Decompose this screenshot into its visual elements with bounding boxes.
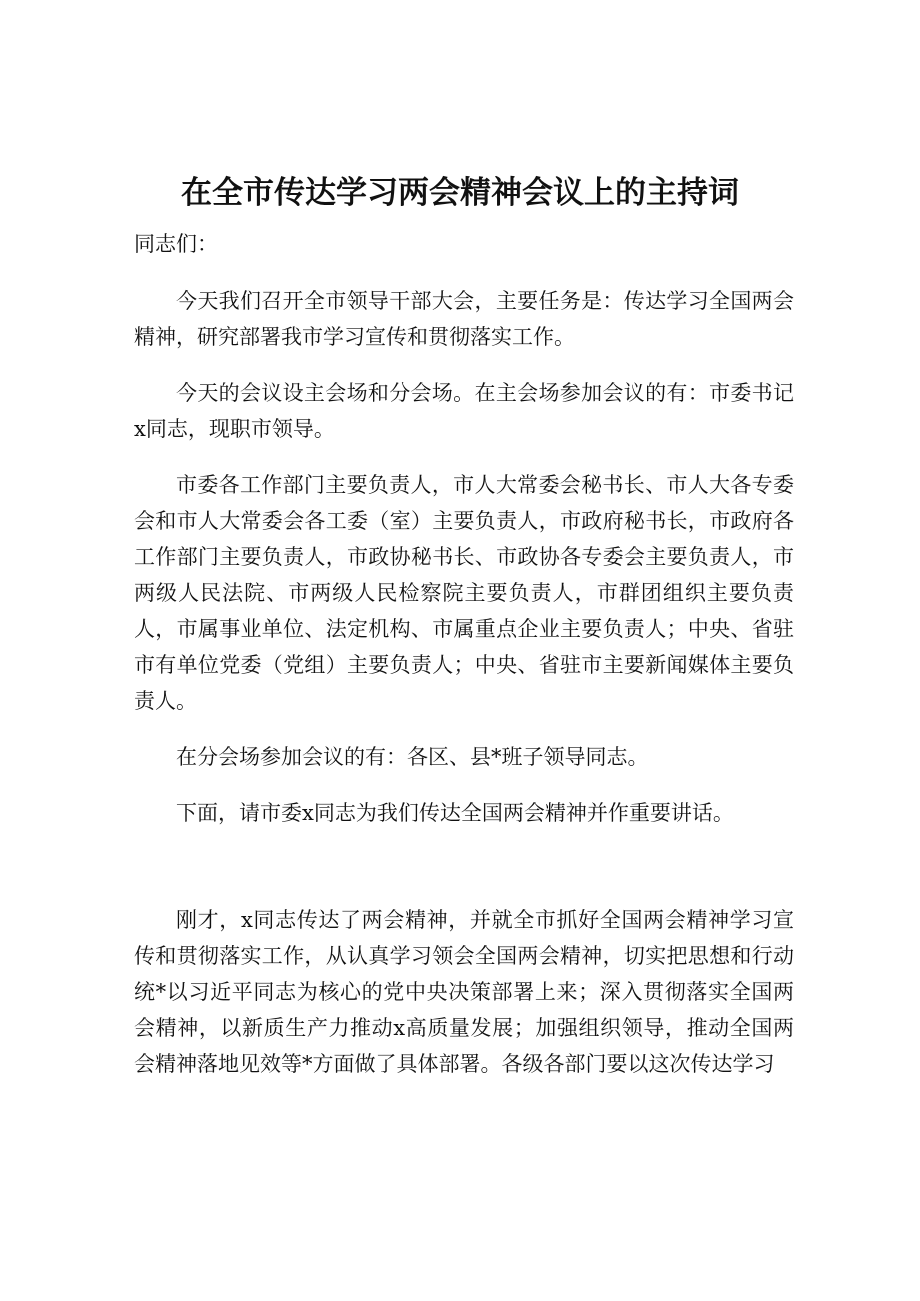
- paragraph-invite-speech: 下面，请市委x同志为我们传达全国两会精神并作重要讲话。: [176, 801, 734, 825]
- greeting: 同志们：: [134, 232, 218, 256]
- document-body: [134, 226, 794, 1102]
- paragraph-venues: 今天的会议设主会场和分会场。在主会场参加会议的有：市委书记x同志，现职市领导。: [134, 381, 794, 441]
- paragraph-summary: 刚才，x同志传达了两会精神，并就全市抓好全国两会精神学习宣传和贯彻落实工作，从认真学习领会全国两会精神，切实把思想和行动统*以习近平同志为核心的党中央决策部署上来；深入贯彻落实全国两会精神，以新质生产力推动x高质量发展；加强组织领导，推动全国两会精神落地见效等*方面做了具体部署。各级各部门要以这次传达学习: [134, 908, 794, 1076]
- section-gap: [134, 851, 794, 902]
- paragraph-branch-venue: 在分会场参加会议的有：各区、县*班子领导同志。: [176, 745, 649, 769]
- paragraph-task: 今天我们召开全市领导干部大会，主要任务是：传达学习全国两会精神，研究部署我市学习宣传和贯彻落实工作。: [134, 289, 794, 349]
- document-title: 在全市传达学习两会精神会议上的主持词: [181, 175, 739, 211]
- paragraph-attendees: 市委各工作部门主要负责人，市人大常委会秘书长、市人大各专委会和市人大常委会各工委（室）主要负责人，市政府秘书长，市政府各工作部门主要负责人，市政协秘书长、市政协各专委会主要负责人，市两级人民法院、市两级人民检察院主要负责人，市群团组织主要负责人，市属事业单位、法定机构、市属重点企业主要负责人；中央、省驻市有单位党委（党组）主要负责人；中央、省驻市主要新闻媒体主要负责人。: [134, 473, 794, 713]
